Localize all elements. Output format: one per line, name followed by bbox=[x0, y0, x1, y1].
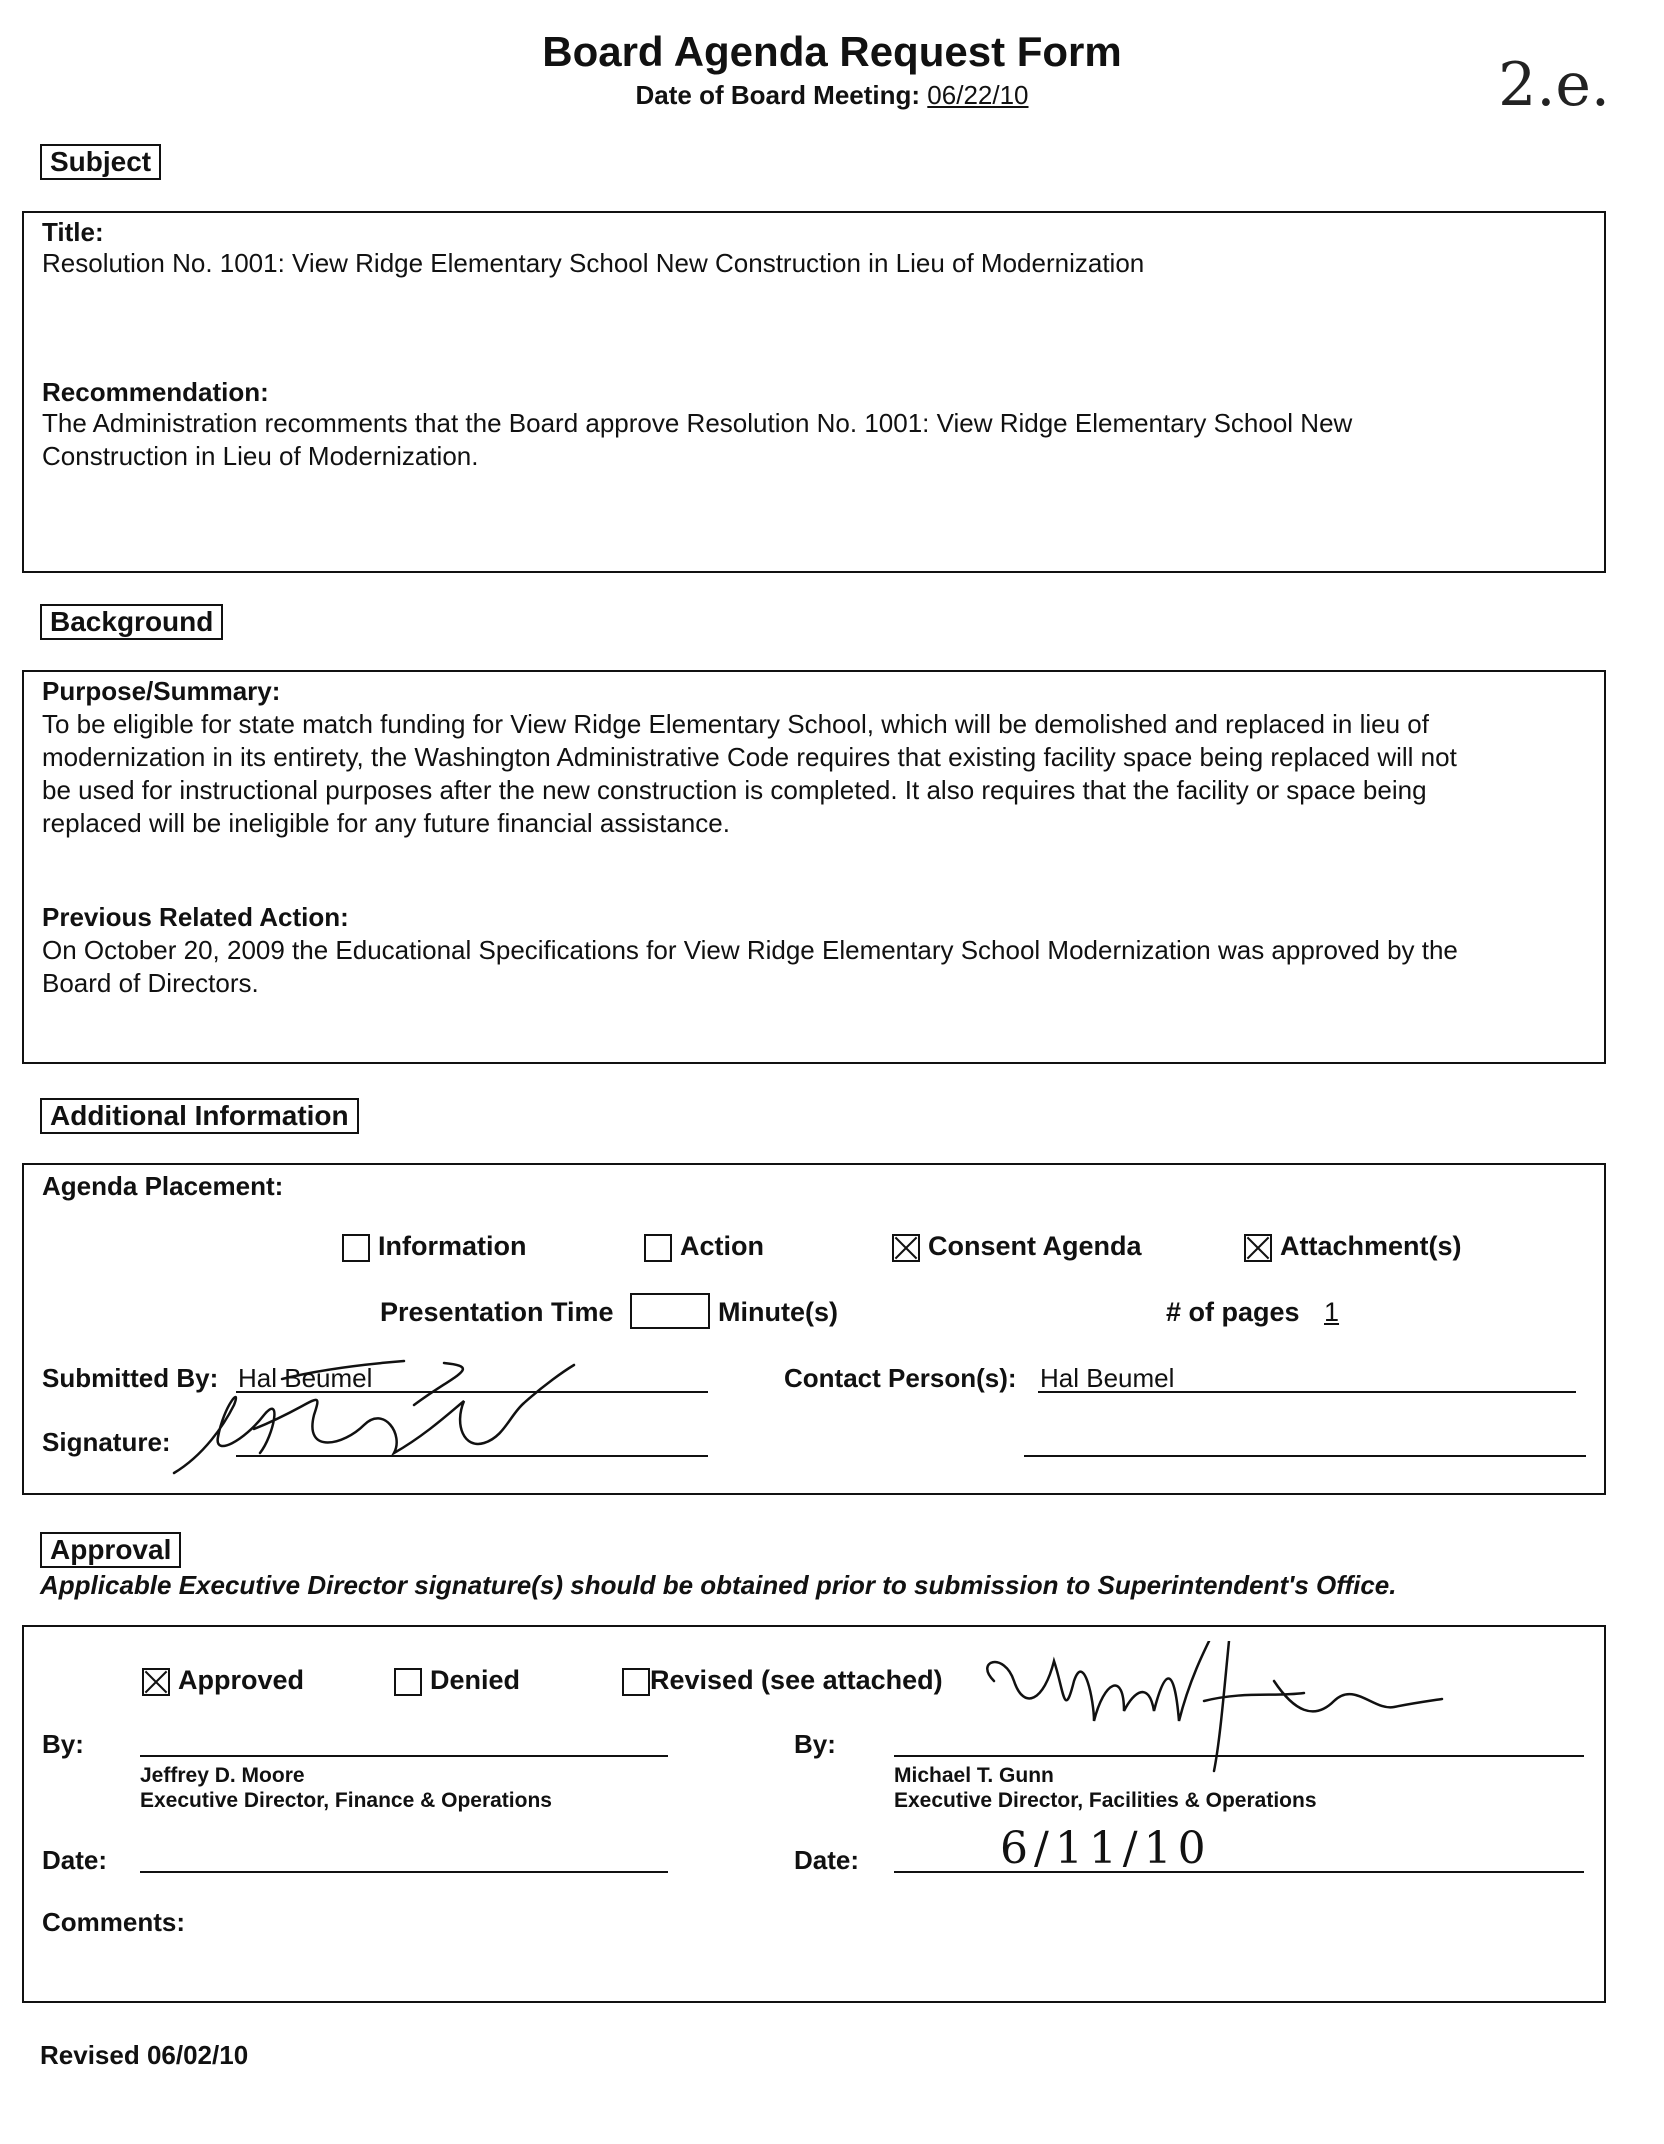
contact-person-label: Contact Person(s): bbox=[784, 1363, 1017, 1393]
left-date-line bbox=[140, 1871, 668, 1873]
purpose-line-1: To be eligible for state match funding for View Ridge Elementary School, which will be demolished and replaced in lieu of bbox=[42, 709, 1429, 739]
previous-action-heading: Previous Related Action: bbox=[42, 902, 349, 932]
information-checkbox[interactable] bbox=[342, 1234, 370, 1262]
purpose-heading: Purpose/Summary: bbox=[42, 676, 281, 706]
contact-signature-line bbox=[1024, 1455, 1586, 1457]
submitted-by-value: Hal Beumel bbox=[238, 1363, 373, 1393]
submitter-signature-image bbox=[164, 1345, 584, 1495]
right-approver-name: Michael T. Gunn bbox=[894, 1764, 1054, 1787]
meeting-date-label: Date of Board Meeting: bbox=[635, 80, 921, 110]
previous-action-line-2: Board of Directors. bbox=[42, 968, 259, 998]
pages-value: 1 bbox=[1324, 1297, 1340, 1327]
comments-label: Comments: bbox=[42, 1907, 186, 1937]
additional-box bbox=[22, 1163, 1606, 1495]
option-information[interactable] bbox=[342, 1231, 527, 1262]
revised-date: Revised 06/02/10 bbox=[40, 2040, 249, 2070]
approval-section-label: Approval bbox=[40, 1532, 181, 1568]
meeting-date-value: 06/22/10 bbox=[927, 80, 1029, 110]
contact-person-line bbox=[1038, 1391, 1576, 1393]
option-attachments[interactable] bbox=[1244, 1231, 1462, 1262]
option-consent-agenda[interactable] bbox=[892, 1231, 1142, 1262]
purpose-line-4: replaced will be ineligible for any future financial assistance. bbox=[42, 808, 730, 838]
signature-label: Signature: bbox=[42, 1427, 171, 1457]
pages-label: # of pages bbox=[1166, 1297, 1300, 1327]
background-box bbox=[22, 670, 1606, 1064]
right-by-label: By: bbox=[794, 1729, 836, 1759]
agenda-item-number: 2.e. bbox=[1498, 50, 1610, 120]
revised-checkbox[interactable] bbox=[622, 1668, 650, 1696]
denied-checkbox[interactable] bbox=[394, 1668, 422, 1696]
title-heading: Title: bbox=[42, 217, 104, 247]
left-by-label: By: bbox=[42, 1729, 84, 1759]
purpose-line-3: be used for instructional purposes after the new construction is completed. It also requires that the facility or space being bbox=[42, 775, 1427, 805]
title-text: Resolution No. 1001: View Ridge Elementary School New Construction in Lieu of Modernization bbox=[42, 248, 1145, 278]
denied-label: Denied bbox=[430, 1665, 521, 1695]
subject-box bbox=[22, 211, 1606, 573]
option-action[interactable] bbox=[644, 1231, 764, 1262]
left-approver-name: Jeffrey D. Moore bbox=[140, 1764, 305, 1787]
meeting-date-line bbox=[0, 80, 1664, 111]
presentation-time-input[interactable] bbox=[630, 1293, 710, 1329]
consent-agenda-checkbox[interactable] bbox=[892, 1234, 920, 1262]
recommendation-line-2: Construction in Lieu of Modernization. bbox=[42, 441, 479, 471]
option-denied[interactable] bbox=[394, 1665, 520, 1696]
attachments-checkbox[interactable] bbox=[1244, 1234, 1272, 1262]
recommendation-line-1: The Administration recomments that the Board approve Resolution No. 1001: View Ridge Elementary School New bbox=[42, 408, 1353, 438]
action-checkbox[interactable] bbox=[644, 1234, 672, 1262]
consent-agenda-label: Consent Agenda bbox=[928, 1231, 1142, 1261]
information-label: Information bbox=[378, 1231, 527, 1261]
revised-label: Revised (see attached) bbox=[650, 1665, 943, 1695]
minutes-label: Minute(s) bbox=[718, 1297, 838, 1327]
right-date-label: Date: bbox=[794, 1845, 860, 1875]
action-label: Action bbox=[680, 1231, 764, 1261]
submitted-by-label: Submitted By: bbox=[42, 1363, 219, 1393]
presentation-time-label: Presentation Time bbox=[380, 1297, 614, 1327]
approver-signature-image bbox=[974, 1641, 1444, 1781]
right-date-value: 6/11/10 bbox=[1000, 1823, 1212, 1874]
subject-section-label: Subject bbox=[40, 144, 161, 180]
recommendation-heading: Recommendation: bbox=[42, 377, 269, 407]
left-date-label: Date: bbox=[42, 1845, 108, 1875]
previous-action-line-1: On October 20, 2009 the Educational Specifications for View Ridge Elementary School Modernization was approved by the bbox=[42, 935, 1458, 965]
right-date-line bbox=[894, 1871, 1584, 1873]
approved-label: Approved bbox=[178, 1665, 305, 1695]
approval-box bbox=[22, 1625, 1606, 2003]
contact-person-value: Hal Beumel bbox=[1040, 1363, 1175, 1393]
approved-checkbox[interactable] bbox=[142, 1668, 170, 1696]
form-title: Board Agenda Request Form bbox=[542, 28, 1122, 75]
additional-section-label: Additional Information bbox=[40, 1098, 359, 1134]
left-approver-title: Executive Director, Finance & Operations bbox=[140, 1789, 552, 1812]
left-by-line bbox=[140, 1755, 668, 1757]
option-approved[interactable] bbox=[142, 1665, 304, 1696]
purpose-line-2: modernization in its entirety, the Washington Administrative Code requires that existing facility space being replaced will not bbox=[42, 742, 1457, 772]
option-revised[interactable] bbox=[622, 1665, 943, 1696]
approval-note: Applicable Executive Director signature(s) should be obtained prior to submission to Superintendent's Office. bbox=[40, 1570, 1397, 1600]
agenda-placement-heading: Agenda Placement: bbox=[42, 1171, 284, 1201]
right-approver-title: Executive Director, Facilities & Operations bbox=[894, 1789, 1317, 1812]
attachments-label: Attachment(s) bbox=[1280, 1231, 1462, 1261]
background-section-label: Background bbox=[40, 604, 223, 640]
